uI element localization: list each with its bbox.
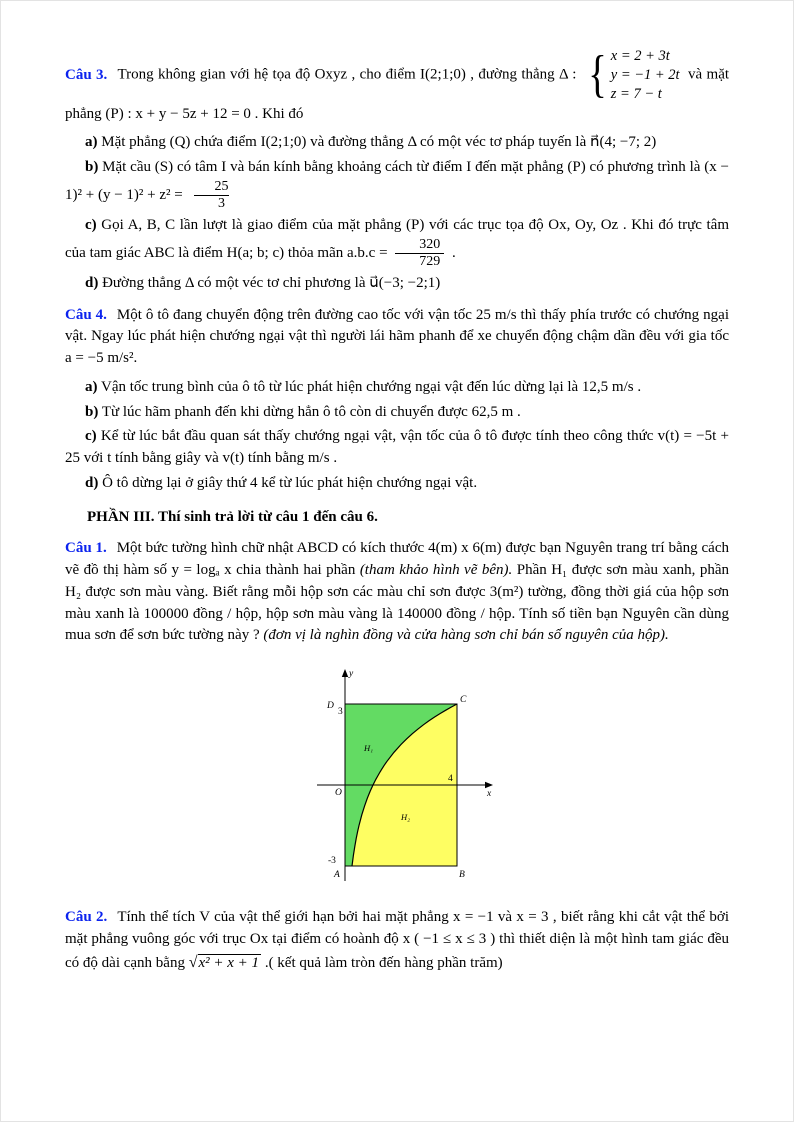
cau4-item-a-text: Vận tốc trung bình của ô tô từ lúc phát hiện chướng ngại vật đến lúc dừng lại là 12,5 m/s . bbox=[100, 378, 642, 395]
cau3-label: Câu 3. bbox=[65, 66, 108, 83]
cau4-item-c bbox=[65, 426, 729, 470]
cau1-paragraph bbox=[65, 538, 729, 647]
cau3-item-a bbox=[65, 132, 729, 154]
cau3-item-d-text: Đường thẳng Δ có một véc tơ chỉ phương là u⃗(−3; −2;1) bbox=[102, 274, 441, 291]
cau3-intro-paragraph bbox=[65, 47, 729, 125]
axis-label-x: x bbox=[486, 789, 491, 800]
cau1-text-1: Một bức tường hình chữ nhật ABCD có kích thước 4(m) x 6(m) được bạn Nguyên trang trí bằng cách vẽ đồ thị hàm số y = logₐ x chia thành hai phần bbox=[65, 540, 729, 579]
tick-label-minus3: -3 bbox=[327, 856, 336, 867]
cau3-item-d-label: d) bbox=[85, 274, 99, 291]
cau3-intro-text-2: và mặt phẳng (P) : x + y − 5z + 12 = 0 . Khi đó bbox=[65, 66, 730, 122]
cau3-item-c-label: c) bbox=[85, 216, 97, 233]
cau4-item-d-label: d) bbox=[85, 474, 99, 491]
tick-label-3: 3 bbox=[337, 707, 343, 718]
cau1-text-italic-1: (tham khảo hình vẽ bên). bbox=[359, 562, 513, 579]
cau1-label: Câu 1. bbox=[65, 540, 107, 557]
tick-label-4: 4 bbox=[447, 774, 453, 785]
region-label-h2: H₂ bbox=[400, 812, 410, 823]
system-eq2: y = −1 + 2t bbox=[610, 66, 680, 83]
point-label-a: A bbox=[333, 870, 340, 881]
cau1-figure-container bbox=[65, 663, 729, 895]
sqrt-content: x² + x + 1 bbox=[198, 954, 260, 971]
point-label-d: D bbox=[326, 701, 334, 712]
fraction-320-729-denominator: 729 bbox=[395, 253, 444, 270]
fraction-320-729-numerator: 320 bbox=[419, 236, 441, 252]
point-label-b: B bbox=[458, 870, 465, 881]
cau2-paragraph bbox=[65, 907, 729, 974]
cau2-label: Câu 2. bbox=[65, 909, 108, 926]
cau4-label: Câu 4. bbox=[65, 306, 107, 323]
phan3-heading: PHẦN III. Thí sinh trả lời từ câu 1 đến câu 6. bbox=[87, 508, 378, 525]
cau3-item-b bbox=[65, 157, 729, 212]
cau2-text-1: Tính thể tích V của vật thể giới hạn bởi hai mặt phẳng x = −1 và x = 3 , biết rằng khi cắt vật thể bởi mặt phẳng vuông góc với trục Ox tại điểm có hoành độ x ( −1 ≤ x ≤ 3 ) thì thiết diện là một hình tam giác đều có độ dài cạnh bằng bbox=[65, 909, 729, 971]
cau4-item-b-text: Từ lúc hãm phanh đến khi dừng hẳn ô tô còn di chuyển được 62,5 m . bbox=[101, 403, 521, 420]
cau4-item-a-label: a) bbox=[85, 378, 98, 395]
cau4-item-c-label: c) bbox=[85, 428, 97, 445]
y-axis-arrow bbox=[341, 669, 347, 677]
cau1-text-2: Phần H₁ được sơn màu xanh, phần H₂ được sơn màu vàng. Biết rằng mỗi hộp sơn các màu chỉ sơn được 3(m²) tường, đồng thời giá của hộp sơn màu xanh là 100000 đồng / hộp, hộp sơn màu vàng là 140000 đồng / hộp. Tính số tiền bạn Nguyên cần dùng mua sơn để sơn bức tường này ? bbox=[65, 562, 729, 644]
system-eq3: z = 7 − t bbox=[610, 85, 662, 102]
cau4-item-b bbox=[65, 402, 729, 424]
cau4-intro-text: Một ô tô đang chuyển động trên đường cao tốc với vận tốc 25 m/s thì thấy phía trước có chướng ngại vật. Ngay lúc phát hiện chướng ngại vật thì người lái hãm phanh để xe chuyển động chậm dần đều với gia tốc a = −5 m/s². bbox=[65, 306, 729, 367]
system-equations bbox=[611, 47, 680, 104]
cau3-item-c-text: Gọi A, B, C lần lượt là giao điểm của mặt phẳng (P) với các trục tọa độ Ox, Oy, Oz . Khi đó trực tâm của tam giác ABC là điểm H(a; b; c) thỏa mãn a.b.c = bbox=[65, 216, 729, 261]
x-axis-arrow bbox=[485, 782, 493, 788]
system-eq1: x = 2 + 3t bbox=[610, 48, 670, 64]
cau2-text-2: .( kết quả làm tròn đến hàng phần trăm) bbox=[261, 954, 503, 971]
cau3-item-b-label: b) bbox=[85, 159, 99, 176]
fraction-320-729 bbox=[395, 237, 444, 270]
cau4-item-c-text: Kể từ lúc bắt đầu quan sát thấy chướng ngại vật, vận tốc của ô tô được tính theo công thức v(t) = −5t + 25 với t tính bằng giây và v(t) tính bằng m/s . bbox=[65, 428, 729, 467]
cau3-item-c-period: . bbox=[452, 244, 456, 261]
cau3-item-b-text: Mặt cầu (S) có tâm I và bán kính bằng khoảng cách từ điểm I đến mặt phẳng (P) có phương trình là (x − 1)² + (y − 1)² + z² = bbox=[65, 159, 729, 203]
cau3-item-c bbox=[65, 215, 729, 270]
cau1-figure-graph bbox=[295, 663, 500, 895]
cau1-text-italic-2: (đơn vị là nghìn đồng và cửa hàng sơn chỉ bán số nguyên của hộp). bbox=[263, 627, 669, 644]
cau3-item-a-label: a) bbox=[85, 134, 98, 151]
cau3-item-a-text: Mặt phẳng (Q) chứa điểm I(2;1;0) và đường thẳng Δ có một véc tơ pháp tuyến là n⃗(4; −7; 2) bbox=[101, 134, 657, 151]
sqrt-sign: √ bbox=[188, 953, 198, 971]
system-brace: { bbox=[587, 46, 607, 104]
cau3-intro-text: Trong không gian với hệ tọa độ Oxyz , cho điểm I(2;1;0) , đường thẳng Δ : bbox=[117, 66, 577, 83]
cau3-item-d bbox=[65, 273, 729, 295]
fraction-25-3-numerator: 25 bbox=[214, 178, 229, 194]
point-label-c: C bbox=[459, 695, 466, 706]
cau4-item-b-label: b) bbox=[85, 403, 99, 420]
cau4-item-d-text: Ô tô dừng lại ở giây thứ 4 kể từ lúc phát hiện chướng ngại vật. bbox=[102, 474, 478, 491]
origin-label: O bbox=[334, 788, 342, 799]
cau4-item-d bbox=[65, 473, 729, 495]
axis-label-y: y bbox=[348, 669, 353, 680]
fraction-25-3-denominator: 3 bbox=[194, 195, 229, 212]
sqrt-expression bbox=[189, 955, 261, 971]
region-label-h1: H₁ bbox=[363, 743, 373, 754]
delta-parametric-system bbox=[585, 47, 680, 104]
cau4-item-a bbox=[65, 377, 729, 399]
fraction-25-3 bbox=[190, 179, 232, 212]
cau4-intro-paragraph bbox=[65, 305, 729, 370]
